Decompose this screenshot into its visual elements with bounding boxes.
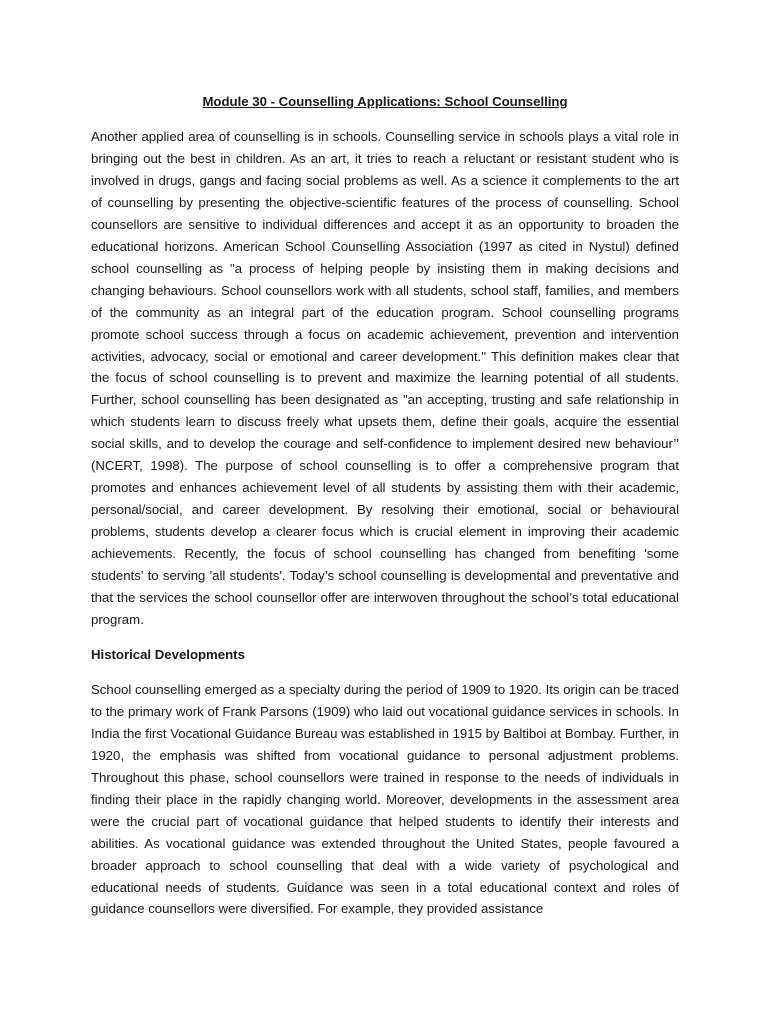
document-body <box>91 92 679 920</box>
intro-paragraph: Another applied area of counselling is in schools. Counselling service in schools plays a vital role in bringing out the best in children. As an art, it tries to reach a reluctant or resistant student who is involved in drugs, gangs and facing social problems as well. As a science it complements to the art of counselling by presenting the objective-scientific features of the process of counselling. School counsellors are sensitive to individual differences and accept it as an opportunity to broaden the educational horizons. American School Counselling Association (1997 as cited in Nystul) defined school counselling as "a process of helping people by insisting them in making decisions and changing behaviours. School counsellors work with all students, school staff, families, and members of the community as an integral part of the education program. School counselling programs promote school success through a focus on academic achievement, prevention and intervention activities, advocacy, social or emotional and career development." This definition makes clear that the focus of school counselling is to prevent and maximize the learning potential of all students. Further, school counselling has been designated as "an accepting, trusting and safe relationship in which students learn to discuss freely what upsets them, define their goals, acquire the essential social skills, and to develop the courage and self-confidence to implement desired new behaviour’’ (NCERT, 1998). The purpose of school counselling is to offer a comprehensive program that promotes and enhances achievement level of all students by assisting them with their academic, personal/social, and career development. By resolving their emotional, social or behavioural problems, students develop a clearer focus which is crucial element in improving their academic achievements. Recently, the focus of school counselling has changed from benefiting 'some students' to serving 'all students'. Today’s school counselling is developmental and preventative and that the services the school counsellor offer are interwoven throughout the school’s total educational program. <box>91 129 679 627</box>
historical-paragraph: School counselling emerged as a specialty during the period of 1909 to 1920. Its origin can be traced to the primary work of Frank Parsons (1909) who laid out vocational guidance services in schools. In India the first Vocational Guidance Bureau was established in 1915 by Baltiboi at Bombay. Further, in 1920, the emphasis was shifted from vocational guidance to personal adjustment problems. Throughout this phase, school counsellors were trained in response to the needs of individuals in finding their place in the rapidly changing world. Moreover, developments in the assessment area were the crucial part of vocational guidance that helped students to identify their interests and abilities. As vocational guidance was extended throughout the United States, people favoured a broader approach to school counselling that deal with a wide variety of psychological and educational needs of students. Guidance was seen in a total educational context and roles of guidance counsellors were diversified. For example, they provided assistance <box>91 681 679 917</box>
document-title: Module 30 - Counselling Applications: School Counselling <box>202 94 568 109</box>
section-heading-historical-developments: Historical Developments <box>91 646 245 662</box>
